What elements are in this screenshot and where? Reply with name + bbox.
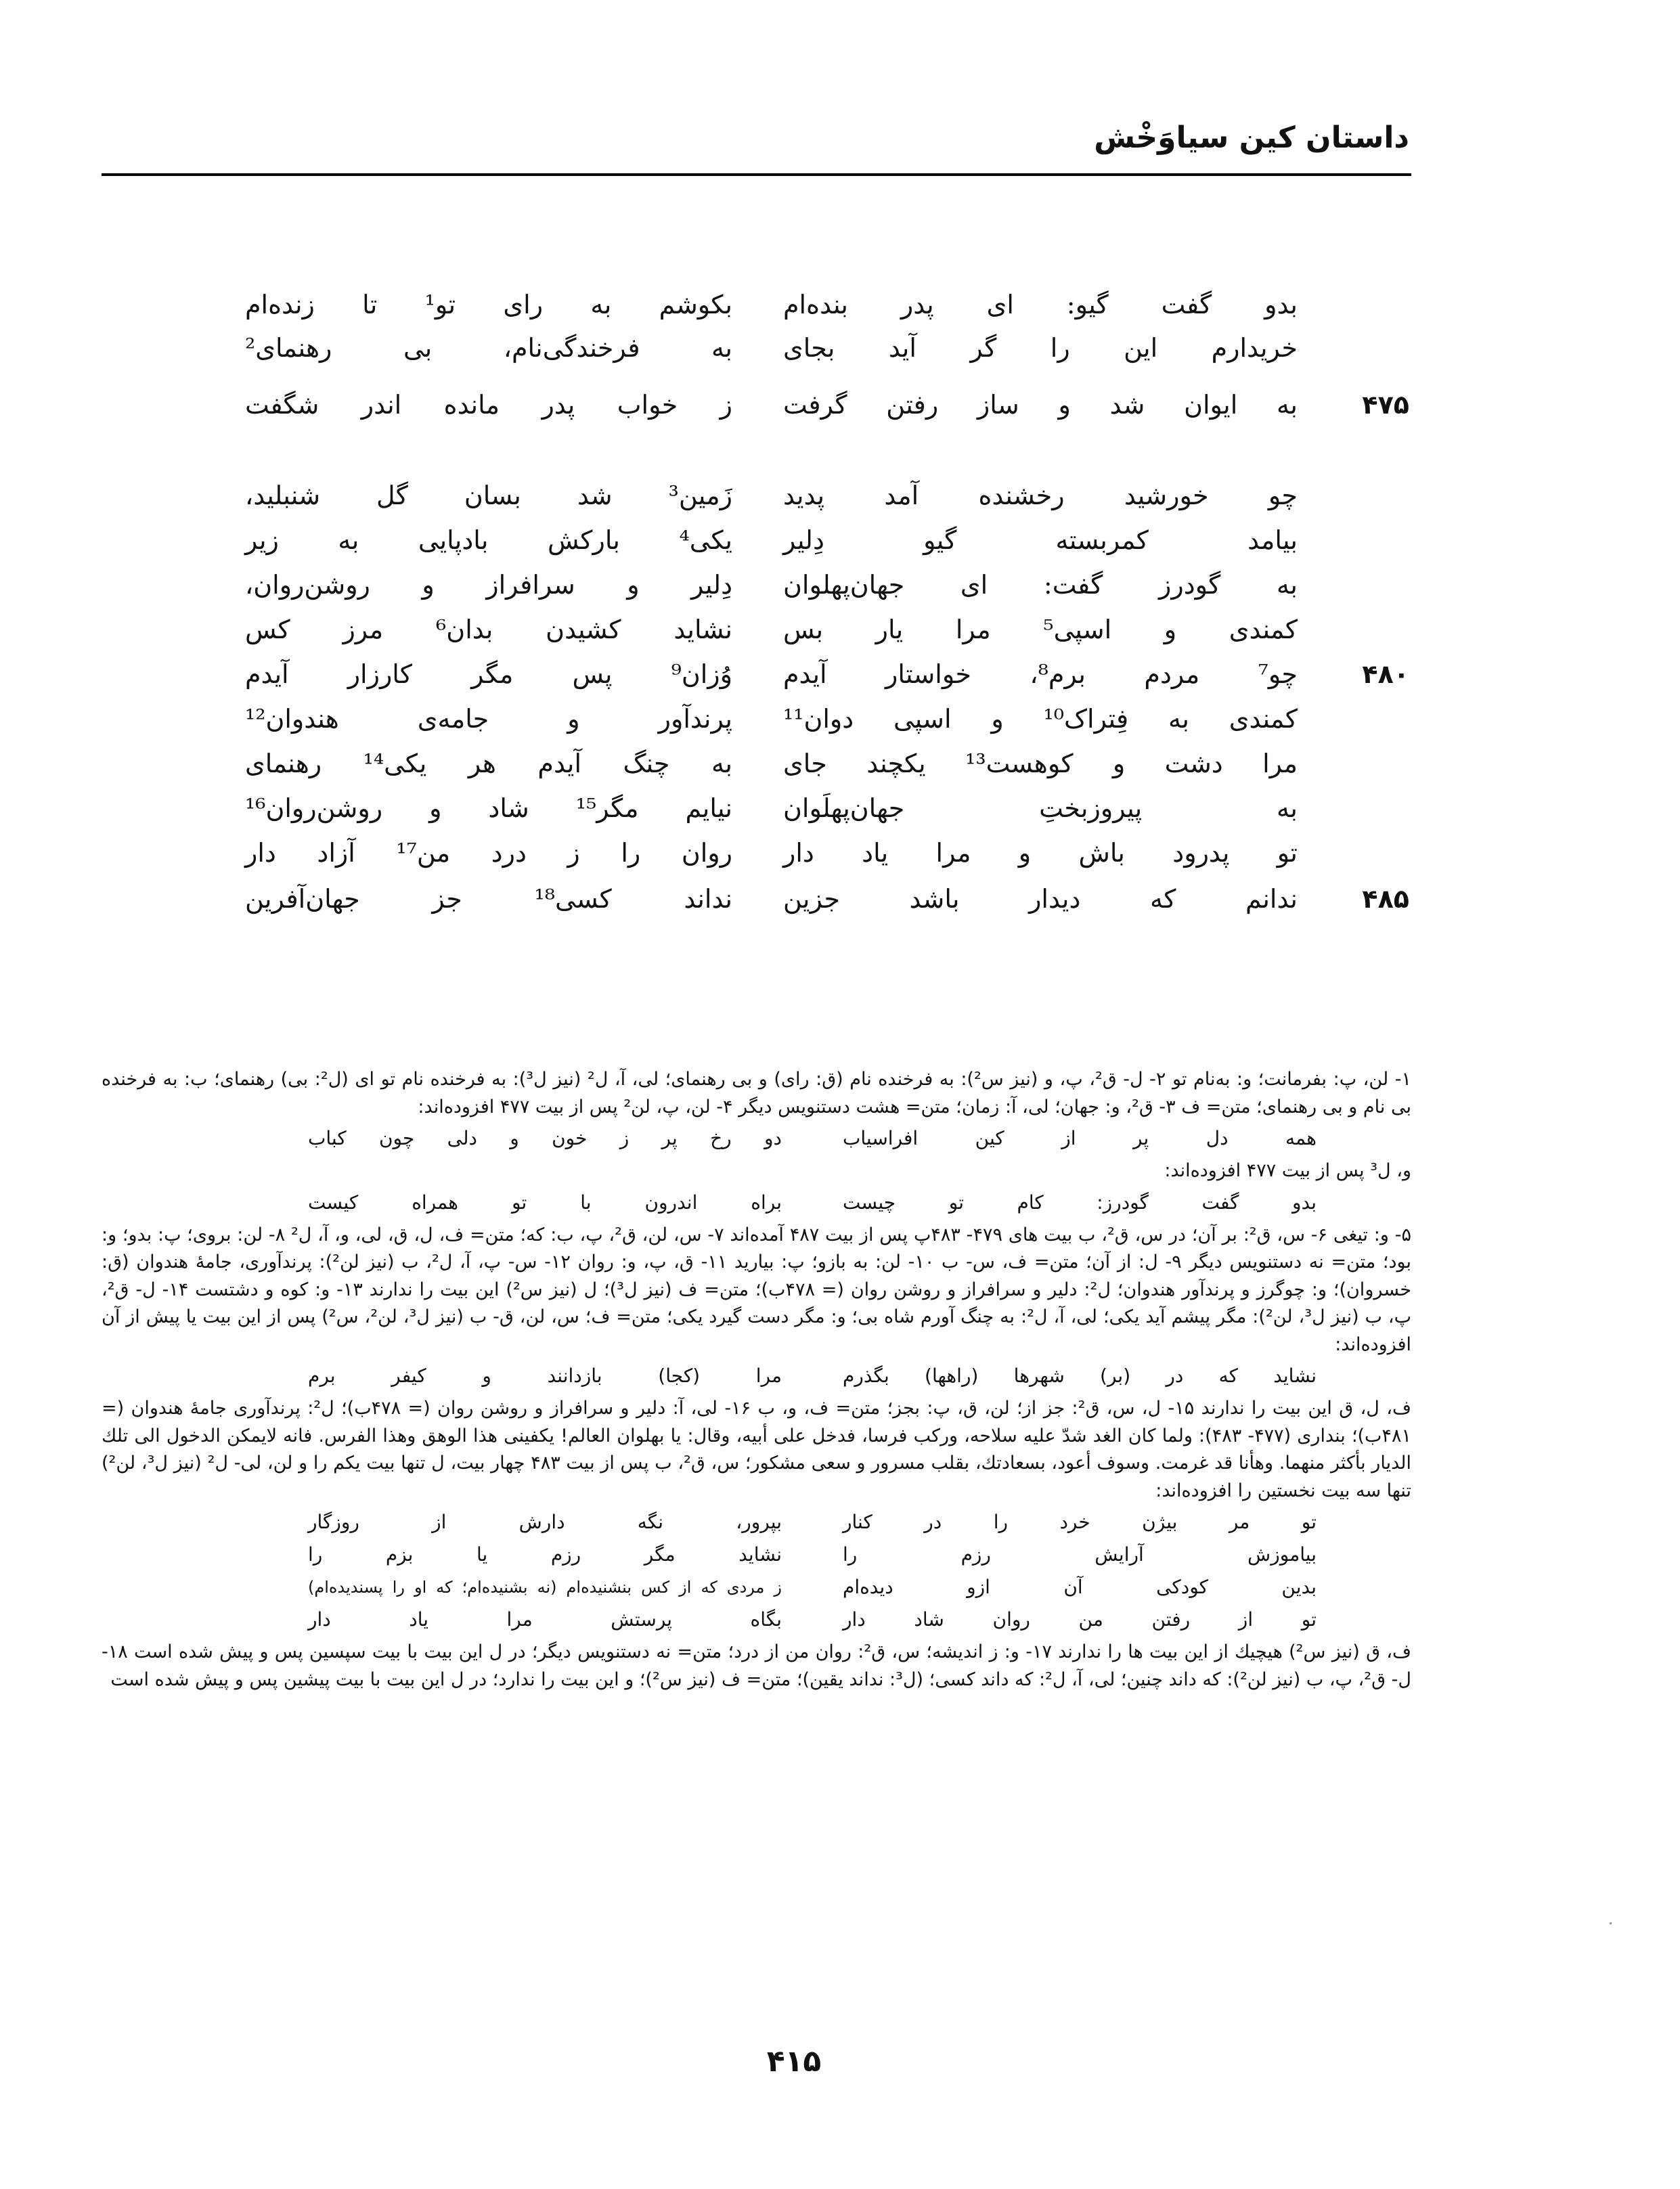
hemistich-right: بیامد کمربسته گیو دِلیر [783, 525, 1298, 555]
footnote-added-verse [102, 1574, 1411, 1601]
footnotes [102, 1066, 1411, 1694]
verse-row [0, 283, 1680, 326]
footnote-added-verse [102, 1606, 1411, 1633]
verse-row [0, 383, 1680, 426]
hemistich-right: کمندی و اسپی⁵ مرا یار بس [783, 615, 1298, 644]
hemistich-right: به پیروزبختِ جهان‌پهلَوان [783, 793, 1298, 823]
scan-speck [1610, 1922, 1612, 1924]
verse-row [0, 653, 1680, 696]
verse-number: ۴۸۰ [1362, 659, 1409, 689]
hemistich-left: بکوشم به رای تو¹ تا زنده‌ام [245, 290, 732, 319]
hemistich-left: وُزان⁹ پس مگر کارزار آیدم [245, 659, 732, 689]
hemistich-left: نداند کسی¹⁸ جز جهان‌آفرین [245, 884, 732, 914]
verse-row [0, 877, 1680, 921]
hemistich-left: به فرخندگی‌نام، بی رهنمای² [245, 333, 732, 363]
verse-row [0, 742, 1680, 785]
footnote-paragraph: ف، ل، ق این بیت را ندارند ۱۵- ل، س، ق²: جز از؛ لن، ق، پ: بجز؛ متن= ف، و، ب ۱۶- لی، آ: دلیر و سرافراز و روشن روان (= ۴۷۸ب)؛ ل²: پرندآوری جامهٔ هندوان (= ۴۸۱ب)؛ بنداری (۴۷۷- ۴۸۳): ولما کان الغد شدّ علیه سلاحه، ورکب فرسا، فدخل علی أبیه، وقال: یا بهلوان العالم! یکفینی هذا الوهق وهذا الفرس. فانه لایمکن الدخول الی تلك الدیار بأکثر منهما. وهأنا قد غرمت. وسوف أعود، بسعادتك، بقلب مسرور و سعی مشکور؛ س، ق²، ب پس از بیت ۴۸۳ چهار بیت، ل تنها بیت یکم را و لن، لی- ل² (نیز ل³، لن²) تنها سه بیت نخستین را افزوده‌اند: [102, 1398, 1411, 1501]
footnote-paragraph: ۵- و: تیغی ۶- س، ق²: بر آن؛ در س، ق²، ب بیت های ۴۷۹- ۴۸۳پ پس از بیت ۴۸۷ آمده‌اند ۷- س، لن، ق²، پ، ب: که؛ متن= ف، ل، ق، لی، و، آ، ل² ۸- لن: بروی؛ پ: بدو؛ و: بود؛ متن= نه دستنویس دیگر ۹- ل: از آن؛ متن= ف، س- ب ۱۰- لن: به بازو؛ پ: بیارید ۱۱- ق، پ، و: روان ۱۲- س- پ، آ، ل²، ب (نیز لن²): پرندآوری، جامهٔ هندوان (ق: خسروان)؛ و: چوگرز و پرندآور هندوان؛ ل²: دلیر و سرافراز و روشن روان (= ۴۷۸ب)؛ متن= ف (نیز ل³)؛ ل (نیز س²) این بیت را ندارند ۱۳- و: کوه و دشتست ۱۴- ل- ق²، پ، ب (نیز ل³، لن²): مگر پیشم آید یکی؛ لی، آ، ل²: به چنگ آورم شاه بی؛ و: مگر دست گیرد یکی؛ متن= ف؛ س، لن، ق- ب (نیز ل³، لن²، س²) پس از این بیت یا پیش از آن افزوده‌اند: [102, 1224, 1412, 1355]
verse-number: ۴۸۵ [1362, 884, 1409, 914]
hemistich-left: زَمین³ شد بسان گل شنبلید، [245, 481, 732, 510]
added-verse-hemistich: دو رخ پر ز خون و دلی چون کباب [308, 1127, 782, 1149]
verse-row [0, 608, 1680, 651]
hemistich-left: به چنگ آیدم هر یکی¹⁴ رهنمای [245, 749, 732, 778]
hemistich-left: یکی⁴ بارکش بادپایی به زیر [245, 525, 732, 555]
footnote-paragraph: ۱- لن، پ: بفرمانت؛ و: به‌نام تو ۲- ل- ق²، پ، و (نیز س²): به فرخنده نام (ق: رای) و بی رهنمای؛ لی، آ، ل² (نیز ل³): به فرخنده نام تو ای (ل²: بی) رهنمای؛ ب: به فرخنده بی نام و بی رهنمای؛ متن= ف ۳- ق²، و: جهان؛ لی، آ: زمان؛ متن= هشت دستنویس دیگر ۴- لن، پ، لن² پس از بیت ۴۷۷ افزوده‌اند: [102, 1069, 1411, 1118]
header-rule [102, 173, 1411, 176]
verse-row [0, 697, 1680, 740]
page-number: ۴۱۵ [766, 2044, 822, 2079]
verse-row [0, 474, 1680, 517]
added-verse-hemistich: همه دل پر از کین افراسیاب [843, 1127, 1317, 1149]
hemistich-left: دِلیر و سرافراز و روشن‌روان، [245, 570, 732, 600]
running-title: داستان کین سیاوَخْش [1094, 120, 1409, 155]
hemistich-right: چو⁷ مردم برم⁸، خواستار آیدم [783, 659, 1298, 689]
verse-row [0, 518, 1680, 562]
hemistich-right: ندانم که دیدار باشد جزین [783, 884, 1298, 914]
added-verse-hemistich: نشاید مگر رزم یا بزم را [308, 1543, 782, 1566]
added-verse-hemistich: تو مر بیژن خرد را در کنار [843, 1511, 1317, 1533]
added-verse-hemistich: براه اندرون با تو همراه کیست [308, 1191, 782, 1214]
hemistich-left: ز خواب پدر مانده اندر شگفت [245, 390, 732, 420]
hemistich-right: مرا دشت و کوهست¹³ یکچند جای [783, 749, 1298, 778]
hemistich-left: نیایم مگر¹⁵ شاد و روشن‌روان¹⁶ [245, 793, 732, 823]
added-verse-hemistich: ز مردی که از کس بنشنیده‌ام (نه بشنیده‌ام؛ که او را پسندیده‌ام) [308, 1578, 782, 1597]
footnote-added-verse [102, 1363, 1411, 1390]
footnote-paragraph: ف، ق (نیز س²) هیچیك از این بیت ها را ندارند ۱۷- و: ز اندیشه؛ س، ق²: روان من از درد؛ متن= نه دستنویس دیگر؛ در ل این بیت با بیت سپسین پس و پیش شده است ۱۸- ل- ق²، پ، ب (نیز لن²): که داند چنین؛ لی، آ، ل²: که داند کسی؛ (ل³: نداند یقین)؛ متن= ف (نیز س²)؛ و این بیت را ندارد؛ در ل این بیت با بیت پیشین پس و پیش شده است [102, 1641, 1411, 1690]
verse-number: ۴۷۵ [1362, 390, 1409, 420]
added-verse-hemistich: مرا (کجا) بازدانند و کیفر برم [308, 1365, 782, 1387]
added-verse-hemistich: بدو گفت گودرز: کام تو چیست [843, 1191, 1317, 1214]
footnote-added-verse [102, 1541, 1411, 1568]
footnote-added-verse [102, 1189, 1411, 1216]
added-verse-hemistich: بیاموزش آرایش رزم را [843, 1543, 1317, 1566]
added-verse-hemistich: تو از رفتن من روان شاد دار [843, 1608, 1317, 1631]
hemistich-right: چو خورشید رخشنده آمد پدید [783, 481, 1298, 510]
hemistich-right: کمندی به فِتراک¹⁰ و اسپی دوان¹¹ [783, 704, 1298, 734]
footnote-added-verse [102, 1125, 1411, 1152]
added-verse-hemistich: نشاید که در (بر) شهرها (راهها) بگذرم [843, 1365, 1317, 1387]
added-verse-hemistich: بگاه پرستش مرا یاد دار [308, 1608, 782, 1631]
footnote-paragraph: و، ل³ پس از بیت ۴۷۷ افزوده‌اند: [1164, 1160, 1411, 1181]
footnote-added-verse [102, 1509, 1411, 1536]
hemistich-right: بدو گفت گیو: ای پدر بنده‌ام [783, 290, 1298, 319]
added-verse-hemistich: بپرور، نگه دارش از روزگار [308, 1511, 782, 1533]
added-verse-hemistich: بدین کودکی آن ازو دیده‌ام [843, 1576, 1317, 1598]
verse-row [0, 831, 1680, 875]
hemistich-left: پرندآور و جامه‌ی هندوان¹² [245, 704, 732, 734]
hemistich-left: نشاید کشیدن بدان⁶ مرز کس [245, 615, 732, 644]
hemistich-right: به ایوان شد و ساز رفتن گرفت [783, 390, 1298, 420]
hemistich-left: روان را ز درد من¹⁷ آزاد دار [245, 838, 732, 868]
hemistich-right: خریدارم این را گر آید بجای [783, 333, 1298, 363]
verse-row [0, 787, 1680, 830]
verse-row [0, 563, 1680, 606]
hemistich-right: تو پدرود باش و مرا یاد دار [783, 838, 1298, 868]
verse-row [0, 326, 1680, 370]
hemistich-right: به گودرز گفت: ای جهان‌پهلوان [783, 570, 1298, 600]
